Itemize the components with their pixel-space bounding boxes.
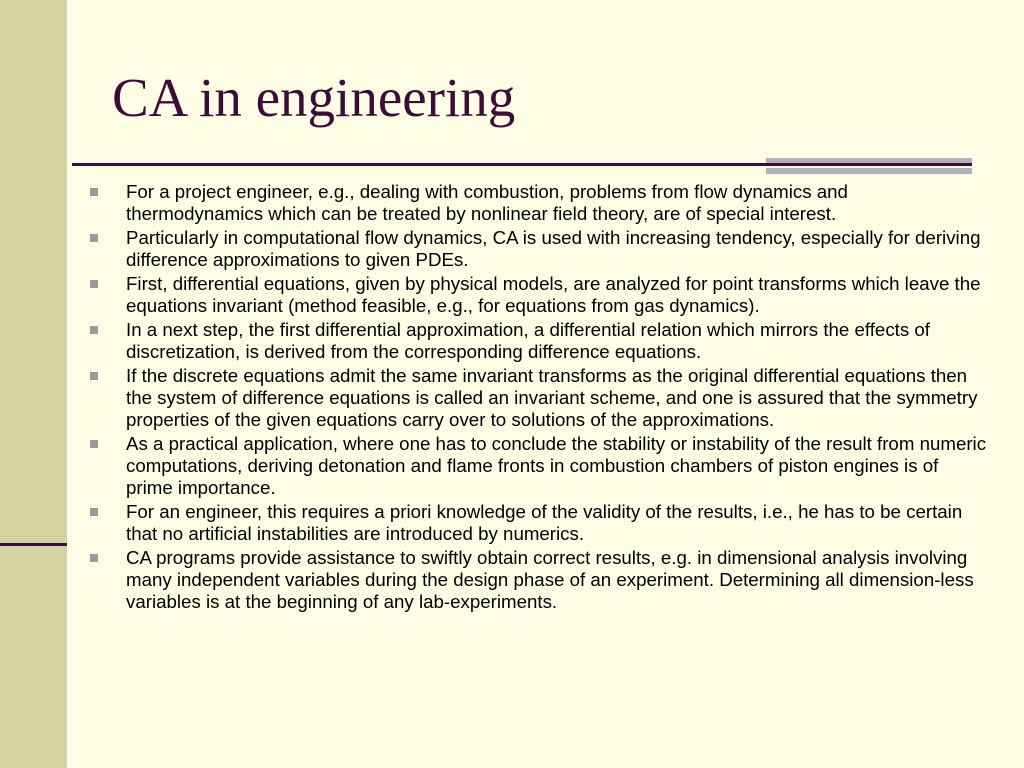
- square-bullet-icon: [90, 372, 98, 380]
- slide-title: CA in engineering: [112, 67, 516, 128]
- bullet-text: Particularly in computational flow dynamics, CA is used with increasing tendency, especially for deriving difference approximations to given PDEs.: [126, 227, 981, 270]
- decorative-grey-bars: [766, 158, 972, 179]
- bullet-text: In a next step, the first differential approximation, a differential relation which mirrors the effects of discretization, is derived from the corresponding difference equations.: [126, 319, 930, 362]
- left-decorative-band: [0, 0, 67, 768]
- bullet-item: [90, 227, 990, 271]
- bullet-text: For a project engineer, e.g., dealing with combustion, problems from flow dynamics and thermodynamics which can be treated by nonlinear field theory, are of special interest.: [126, 181, 848, 224]
- grey-bar-bottom: [766, 168, 972, 174]
- bullet-text: CA programs provide assistance to swiftly obtain correct results, e.g. in dimensional analysis involving many independent variables during the design phase of an experiment. Determining all dimension-less variables is at the beginning of any lab-experiments.: [126, 547, 974, 612]
- square-bullet-icon: [90, 188, 98, 196]
- square-bullet-icon: [90, 508, 98, 516]
- square-bullet-icon: [90, 554, 98, 562]
- left-accent-line: [0, 543, 67, 546]
- bullet-text: As a practical application, where one has to conclude the stability or instability of the result from numeric computations, deriving detonation and flame fronts in combustion chambers of piston engines is of prime importance.: [126, 433, 987, 498]
- bullet-item: [90, 365, 990, 431]
- bullet-item: [90, 319, 990, 363]
- bullet-text: If the discrete equations admit the same invariant transforms as the original differential equations then the system of difference equations is called an invariant scheme, and one is assured that the symmetry properties of the given equations carry over to solutions of the approximations.: [126, 365, 978, 430]
- bullet-item: [90, 181, 990, 225]
- square-bullet-icon: [90, 326, 98, 334]
- square-bullet-icon: [90, 234, 98, 242]
- square-bullet-icon: [90, 440, 98, 448]
- bullet-item: [90, 433, 990, 499]
- bullet-item: [90, 547, 990, 613]
- grey-bar-top: [766, 158, 972, 163]
- square-bullet-icon: [90, 280, 98, 288]
- bullet-text: For an engineer, this requires a priori knowledge of the validity of the results, i.e., he has to be certain that no artificial instabilities are introduced by numerics.: [126, 501, 963, 544]
- bullet-item: [90, 501, 990, 545]
- bullet-list: [90, 181, 990, 615]
- bullet-item: [90, 273, 990, 317]
- bullet-text: First, differential equations, given by physical models, are analyzed for point transforms which leave the equations invariant (method feasible, e.g., for equations from gas dynamics).: [126, 273, 981, 316]
